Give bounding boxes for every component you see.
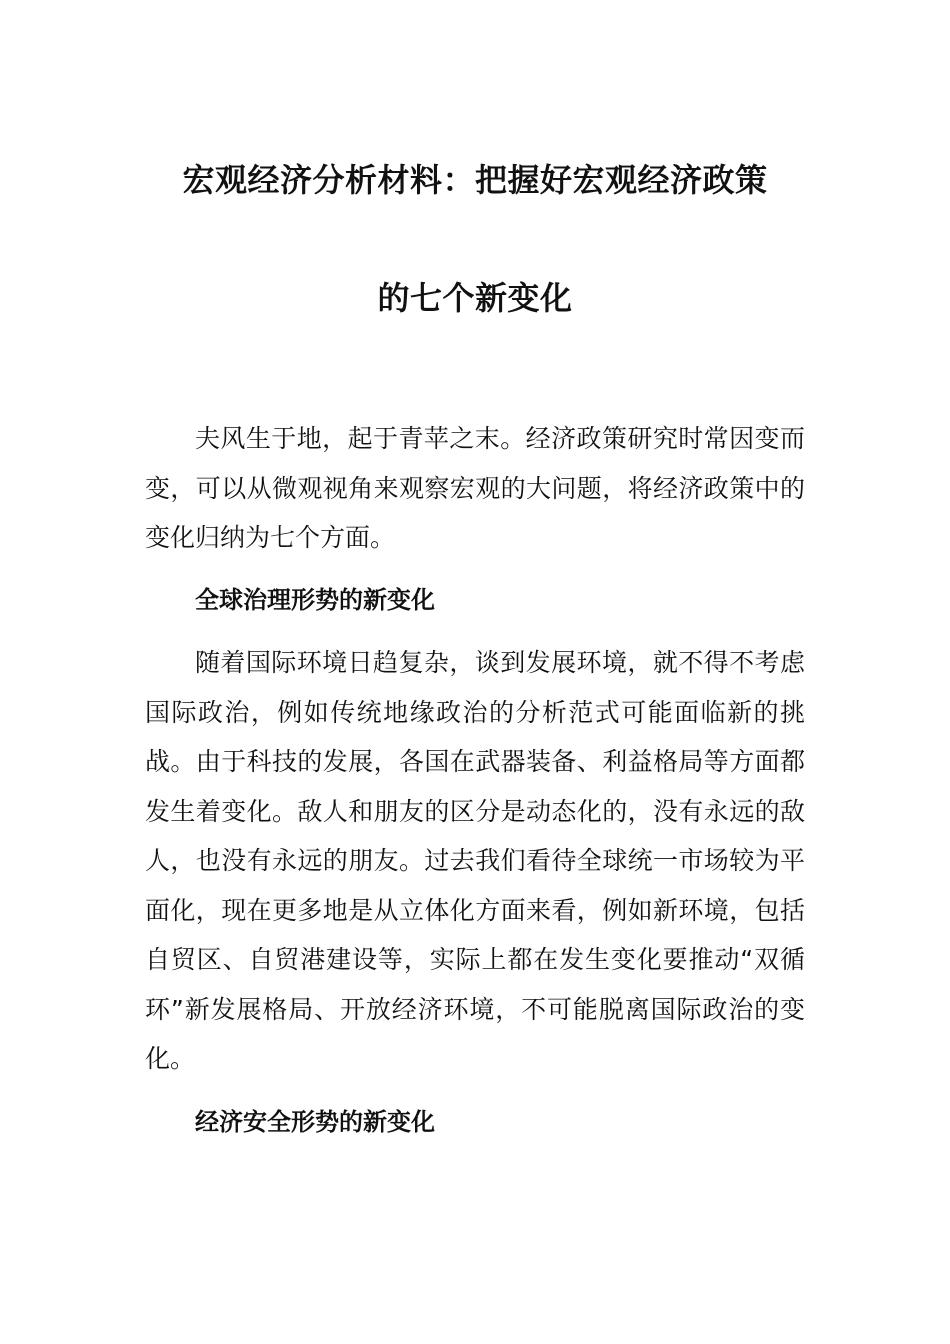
section-paragraph-global-governance: 随着国际环境日趋复杂，谈到发展环境，就不得不考虑国际政治，例如传统地缘政治的分析范式可能面临新的挑战。由于科技的发展，各国在武器装备、利益格局等方面都发生着变化。敌人和朋友的区分是动态化的，没有永远的敌人，也没有永远的朋友。过去我们看待全球统一市场较为平面化，现在更多地是从立体化方面来看，例如新环境，包括自贸区、自贸港建设等，实际上都在发生变化要推动“双循环”新发展格局、开放经济环境，不可能脱离国际政治的变化。 (145, 648, 805, 1073)
intro-paragraph: 夫风生于地，起于青苹之末。经济政策研究时常因变而变，可以从微观视角来观察宏观的大问题，将经济政策中的变化归纳为七个方面。 (145, 424, 805, 552)
section-heading-economic-security: 经济安全形势的新变化 (195, 1108, 435, 1136)
document-title-line-1: 宏观经济分析材料：把握好宏观经济政策 (182, 161, 768, 199)
section-heading-global-governance: 全球治理形势的新变化 (195, 586, 435, 614)
document-title-line-2: 的七个新变化 (377, 279, 573, 317)
